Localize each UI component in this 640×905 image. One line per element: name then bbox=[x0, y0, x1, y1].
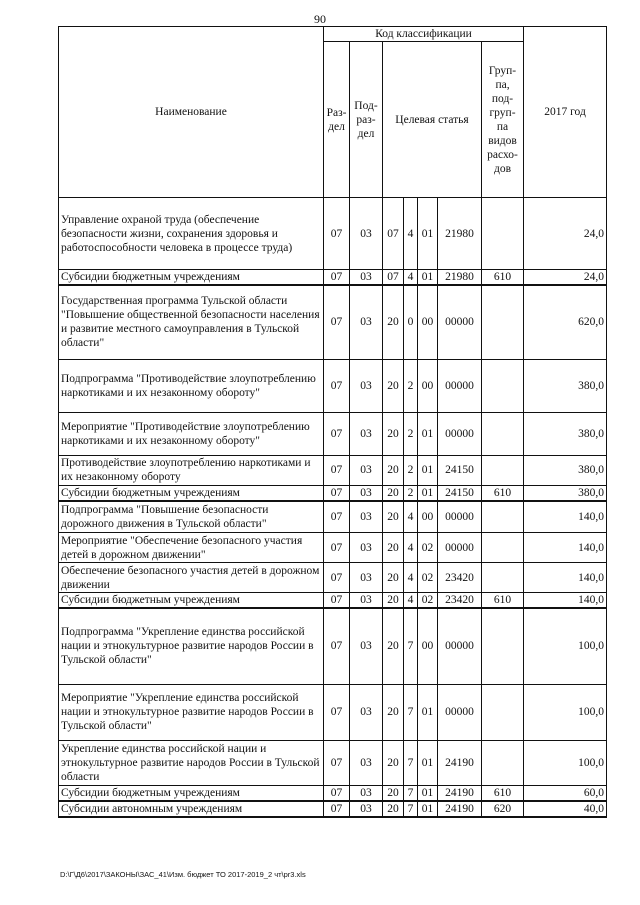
row-statya-subprogram: 0 bbox=[404, 285, 418, 359]
row-value: 24,0 bbox=[524, 198, 607, 270]
row-gruppa bbox=[482, 455, 524, 485]
row-statya-subprogram: 4 bbox=[404, 501, 418, 533]
row-statya-subprogram: 2 bbox=[404, 455, 418, 485]
row-razdel: 07 bbox=[324, 563, 350, 593]
file-path-footer: D:\Г\Д6\2017\ЗАКОНЫ\ЗАС_41\Изм. бюджет ТО 2017-2019_2 чт\pr3.xls bbox=[60, 870, 306, 879]
row-statya-program: 20 bbox=[383, 740, 404, 785]
row-name: Управление охраной труда (обеспечение безопасности жизни, сохранения здоровья и работоспособности человека в процессе труда) bbox=[59, 198, 324, 270]
table-row bbox=[59, 533, 607, 563]
page-number: 90 bbox=[314, 12, 326, 26]
table-row bbox=[59, 198, 607, 270]
row-statya-program: 20 bbox=[383, 485, 404, 501]
row-statya-program: 20 bbox=[383, 455, 404, 485]
row-name: Субсидии бюджетным учреждениям bbox=[59, 785, 324, 801]
row-statya-event: 00 bbox=[418, 359, 438, 412]
row-podrazdel: 03 bbox=[350, 593, 383, 609]
table-row bbox=[59, 593, 607, 609]
table-row bbox=[59, 285, 607, 359]
row-statya-program: 20 bbox=[383, 785, 404, 801]
row-statya-subprogram: 4 bbox=[404, 593, 418, 609]
row-razdel: 07 bbox=[324, 412, 350, 455]
header-razdel: Раз-дел bbox=[324, 42, 350, 198]
row-statya-subprogram: 2 bbox=[404, 485, 418, 501]
row-podrazdel: 03 bbox=[350, 198, 383, 270]
row-statya-direction: 00000 bbox=[438, 684, 482, 740]
row-value: 140,0 bbox=[524, 593, 607, 609]
row-statya-direction: 23420 bbox=[438, 563, 482, 593]
row-statya-event: 02 bbox=[418, 533, 438, 563]
row-statya-subprogram: 7 bbox=[404, 801, 418, 817]
row-statya-direction: 23420 bbox=[438, 593, 482, 609]
header-name: Наименование bbox=[59, 27, 324, 198]
row-value: 140,0 bbox=[524, 501, 607, 533]
row-value: 380,0 bbox=[524, 359, 607, 412]
row-statya-event: 01 bbox=[418, 785, 438, 801]
row-statya-event: 01 bbox=[418, 270, 438, 286]
row-podrazdel: 03 bbox=[350, 533, 383, 563]
row-statya-direction: 21980 bbox=[438, 198, 482, 270]
row-statya-direction: 00000 bbox=[438, 533, 482, 563]
row-razdel: 07 bbox=[324, 359, 350, 412]
row-statya-event: 00 bbox=[418, 608, 438, 684]
row-razdel: 07 bbox=[324, 270, 350, 286]
table-row bbox=[59, 608, 607, 684]
row-podrazdel: 03 bbox=[350, 501, 383, 533]
row-statya-direction: 24190 bbox=[438, 785, 482, 801]
row-statya-program: 07 bbox=[383, 270, 404, 286]
row-statya-event: 01 bbox=[418, 684, 438, 740]
row-value: 60,0 bbox=[524, 785, 607, 801]
row-statya-subprogram: 7 bbox=[404, 740, 418, 785]
row-value: 140,0 bbox=[524, 533, 607, 563]
row-value: 40,0 bbox=[524, 801, 607, 817]
row-statya-program: 20 bbox=[383, 533, 404, 563]
table-row bbox=[59, 412, 607, 455]
row-statya-subprogram: 7 bbox=[404, 785, 418, 801]
row-statya-program: 20 bbox=[383, 359, 404, 412]
row-name: Обеспечение безопасного участия детей в дорожном движении bbox=[59, 563, 324, 593]
header-code: Код классификации bbox=[324, 27, 524, 42]
table-row bbox=[59, 455, 607, 485]
row-podrazdel: 03 bbox=[350, 801, 383, 817]
row-name: Субсидии бюджетным учреждениям bbox=[59, 593, 324, 609]
header-statya: Целевая статья bbox=[383, 42, 482, 198]
row-gruppa bbox=[482, 412, 524, 455]
row-statya-program: 20 bbox=[383, 593, 404, 609]
header-gruppa: Груп-па, под-груп-па видов расхо-дов bbox=[482, 42, 524, 198]
header-year: 2017 год bbox=[524, 27, 607, 198]
row-name: Подпрограмма "Повышение безопасности дорожного движения в Тульской области" bbox=[59, 501, 324, 533]
row-podrazdel: 03 bbox=[350, 684, 383, 740]
row-statya-program: 07 bbox=[383, 198, 404, 270]
table-row bbox=[59, 684, 607, 740]
row-value: 380,0 bbox=[524, 485, 607, 501]
row-statya-direction: 00000 bbox=[438, 285, 482, 359]
budget-table bbox=[58, 26, 607, 818]
row-podrazdel: 03 bbox=[350, 412, 383, 455]
row-statya-event: 01 bbox=[418, 485, 438, 501]
row-statya-event: 00 bbox=[418, 501, 438, 533]
row-statya-event: 02 bbox=[418, 593, 438, 609]
row-gruppa bbox=[482, 198, 524, 270]
row-statya-subprogram: 2 bbox=[404, 412, 418, 455]
row-statya-direction: 24150 bbox=[438, 455, 482, 485]
row-statya-subprogram: 4 bbox=[404, 270, 418, 286]
row-statya-direction: 24190 bbox=[438, 740, 482, 785]
table-row bbox=[59, 740, 607, 785]
row-statya-direction: 24190 bbox=[438, 801, 482, 817]
row-name: Субсидии бюджетным учреждениям bbox=[59, 270, 324, 286]
row-statya-direction: 00000 bbox=[438, 412, 482, 455]
table-row bbox=[59, 801, 607, 817]
row-name: Государственная программа Тульской области "Повышение общественной безопасности населения и развитие местного самоуправления в Тульской области" bbox=[59, 285, 324, 359]
row-podrazdel: 03 bbox=[350, 608, 383, 684]
row-statya-program: 20 bbox=[383, 684, 404, 740]
row-statya-event: 01 bbox=[418, 740, 438, 785]
row-podrazdel: 03 bbox=[350, 285, 383, 359]
row-name: Мероприятие "Противодействие злоупотреблению наркотиками и их незаконному обороту" bbox=[59, 412, 324, 455]
row-razdel: 07 bbox=[324, 501, 350, 533]
table-row bbox=[59, 485, 607, 501]
row-gruppa: 610 bbox=[482, 485, 524, 501]
table-row bbox=[59, 270, 607, 286]
row-statya-program: 20 bbox=[383, 285, 404, 359]
row-razdel: 07 bbox=[324, 198, 350, 270]
row-statya-program: 20 bbox=[383, 801, 404, 817]
row-razdel: 07 bbox=[324, 285, 350, 359]
row-razdel: 07 bbox=[324, 740, 350, 785]
header-podrazdel: Под-раз-дел bbox=[350, 42, 383, 198]
row-razdel: 07 bbox=[324, 684, 350, 740]
row-value: 24,0 bbox=[524, 270, 607, 286]
row-statya-direction: 24150 bbox=[438, 485, 482, 501]
table-row bbox=[59, 785, 607, 801]
row-value: 140,0 bbox=[524, 563, 607, 593]
row-gruppa bbox=[482, 533, 524, 563]
row-statya-subprogram: 2 bbox=[404, 359, 418, 412]
row-razdel: 07 bbox=[324, 785, 350, 801]
row-statya-event: 00 bbox=[418, 285, 438, 359]
row-name: Подпрограмма "Укрепление единства российской нации и этнокультурное развитие народов России в Тульской области" bbox=[59, 608, 324, 684]
row-statya-event: 01 bbox=[418, 412, 438, 455]
row-podrazdel: 03 bbox=[350, 270, 383, 286]
row-gruppa: 620 bbox=[482, 801, 524, 817]
row-statya-program: 20 bbox=[383, 501, 404, 533]
row-value: 100,0 bbox=[524, 608, 607, 684]
row-gruppa bbox=[482, 740, 524, 785]
row-statya-direction: 00000 bbox=[438, 359, 482, 412]
row-name: Мероприятие "Укрепление единства российской нации и этнокультурное развитие народов России в Тульской области" bbox=[59, 684, 324, 740]
row-value: 620,0 bbox=[524, 285, 607, 359]
row-value: 100,0 bbox=[524, 740, 607, 785]
row-gruppa bbox=[482, 563, 524, 593]
row-statya-event: 02 bbox=[418, 563, 438, 593]
row-podrazdel: 03 bbox=[350, 740, 383, 785]
table-row bbox=[59, 501, 607, 533]
row-podrazdel: 03 bbox=[350, 563, 383, 593]
row-statya-program: 20 bbox=[383, 412, 404, 455]
table-row bbox=[59, 359, 607, 412]
row-name: Субсидии автономным учреждениям bbox=[59, 801, 324, 817]
row-podrazdel: 03 bbox=[350, 785, 383, 801]
row-gruppa: 610 bbox=[482, 270, 524, 286]
table-row bbox=[59, 563, 607, 593]
row-statya-direction: 00000 bbox=[438, 501, 482, 533]
row-statya-event: 01 bbox=[418, 455, 438, 485]
row-razdel: 07 bbox=[324, 455, 350, 485]
row-gruppa: 610 bbox=[482, 785, 524, 801]
row-podrazdel: 03 bbox=[350, 455, 383, 485]
row-statya-program: 20 bbox=[383, 608, 404, 684]
row-podrazdel: 03 bbox=[350, 485, 383, 501]
row-statya-event: 01 bbox=[418, 198, 438, 270]
row-razdel: 07 bbox=[324, 608, 350, 684]
row-statya-subprogram: 7 bbox=[404, 684, 418, 740]
row-statya-subprogram: 4 bbox=[404, 563, 418, 593]
row-podrazdel: 03 bbox=[350, 359, 383, 412]
row-gruppa bbox=[482, 501, 524, 533]
row-value: 380,0 bbox=[524, 412, 607, 455]
row-razdel: 07 bbox=[324, 593, 350, 609]
row-statya-subprogram: 7 bbox=[404, 608, 418, 684]
row-razdel: 07 bbox=[324, 801, 350, 817]
row-gruppa bbox=[482, 285, 524, 359]
row-gruppa bbox=[482, 684, 524, 740]
row-value: 380,0 bbox=[524, 455, 607, 485]
row-statya-event: 01 bbox=[418, 801, 438, 817]
row-name: Противодействие злоупотреблению наркотиками и их незаконному обороту bbox=[59, 455, 324, 485]
row-gruppa: 610 bbox=[482, 593, 524, 609]
row-razdel: 07 bbox=[324, 485, 350, 501]
row-statya-program: 20 bbox=[383, 563, 404, 593]
row-statya-subprogram: 4 bbox=[404, 198, 418, 270]
row-gruppa bbox=[482, 608, 524, 684]
row-statya-direction: 00000 bbox=[438, 608, 482, 684]
row-gruppa bbox=[482, 359, 524, 412]
row-name: Субсидии бюджетным учреждениям bbox=[59, 485, 324, 501]
row-name: Мероприятие "Обеспечение безопасного участия детей в дорожном движении" bbox=[59, 533, 324, 563]
row-statya-direction: 21980 bbox=[438, 270, 482, 286]
row-name: Укрепление единства российской нации и этнокультурное развитие народов России в Тульской области bbox=[59, 740, 324, 785]
row-name: Подпрограмма "Противодействие злоупотреблению наркотиками и их незаконному обороту" bbox=[59, 359, 324, 412]
row-value: 100,0 bbox=[524, 684, 607, 740]
row-statya-subprogram: 4 bbox=[404, 533, 418, 563]
row-razdel: 07 bbox=[324, 533, 350, 563]
